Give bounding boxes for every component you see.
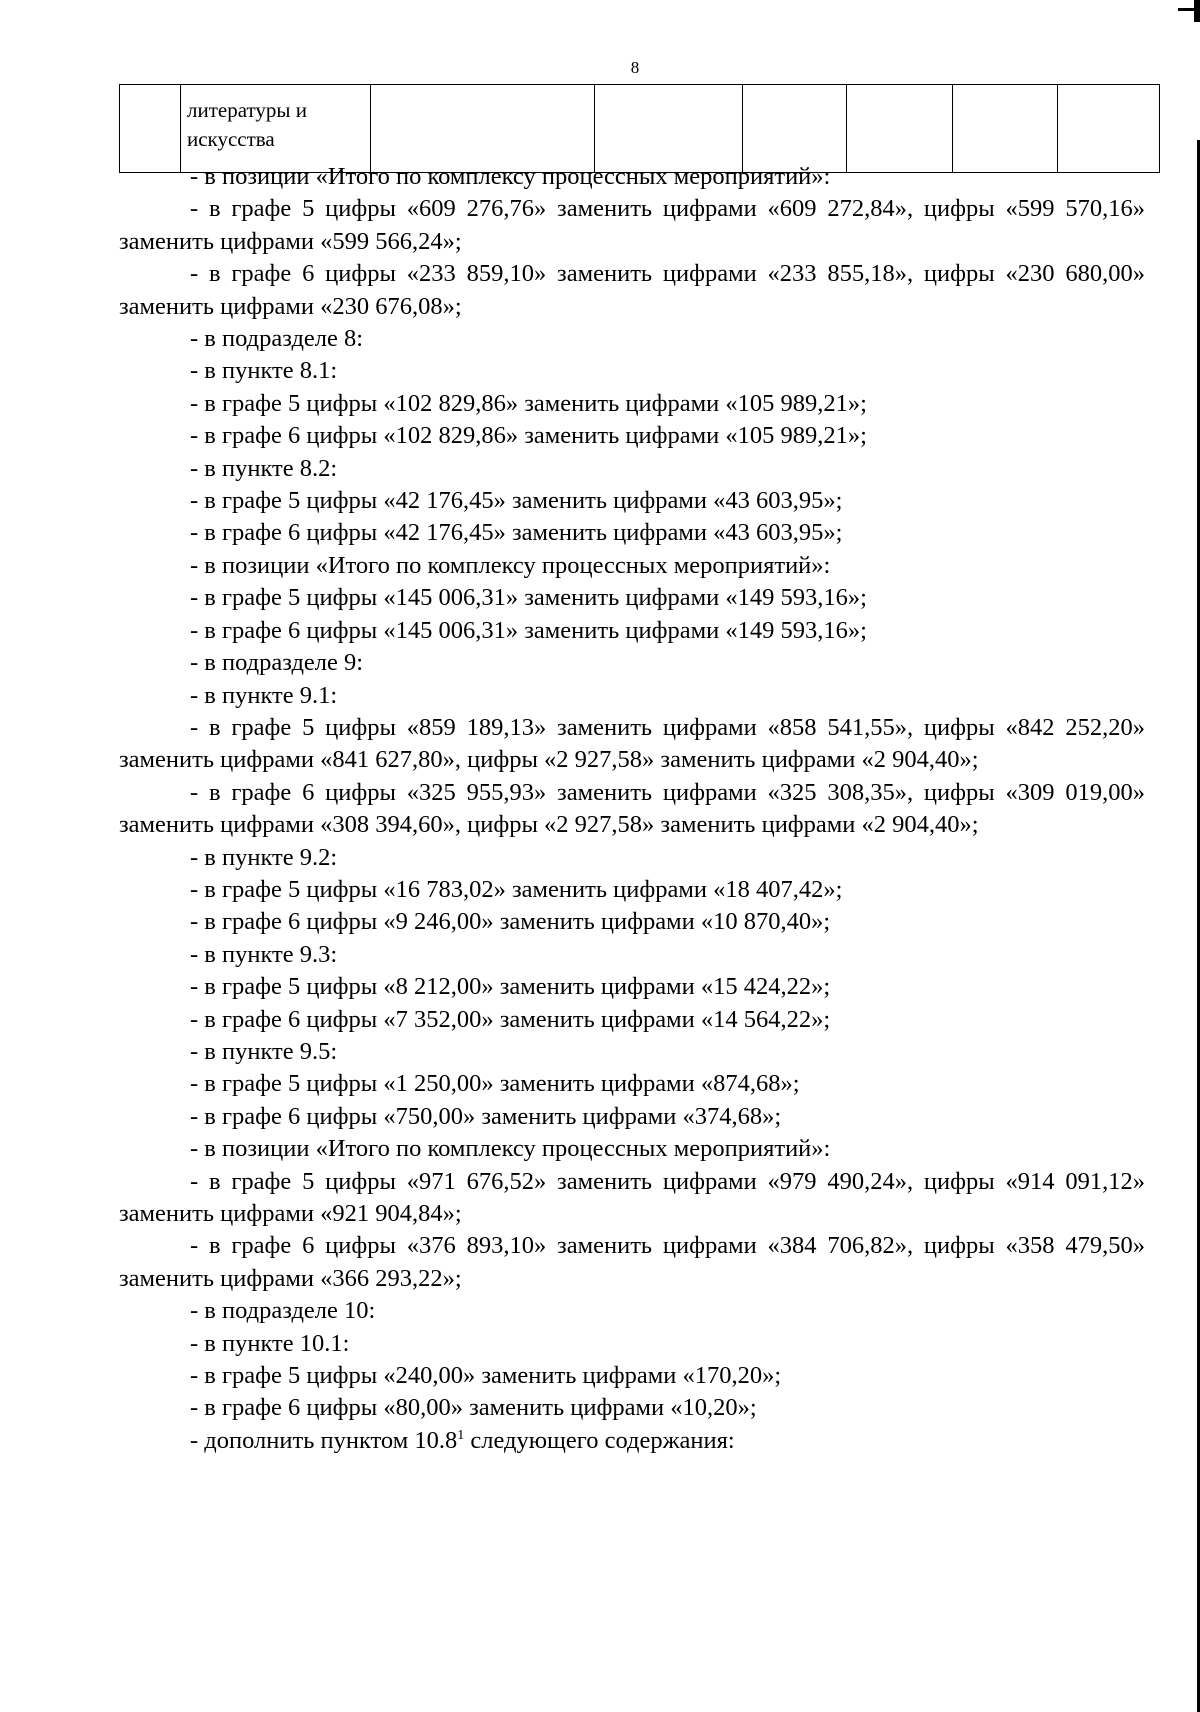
table-cell-name-line: искусства	[187, 127, 275, 151]
amendment-line: - в графе 6 цифры «80,00» заменить цифрами «10,20»;	[190, 1394, 757, 1422]
amendment-line: - в графе 6 цифры «376 893,10» заменить цифрами «384 706,82», цифры «358 479,50» заменить цифрами «366 293,22»;	[119, 1232, 1145, 1292]
amendment-line: - в графе 5 цифры «609 276,76» заменить цифрами «609 272,84», цифры «599 570,16» заменить цифрами «599 566,24»;	[119, 195, 1145, 255]
amendment-line: - в подразделе 10:	[190, 1297, 376, 1325]
table-cell-name-line: литературы и	[187, 98, 307, 122]
table-cell	[595, 85, 743, 173]
table-cell	[847, 85, 953, 173]
amendments-text	[119, 161, 1145, 1457]
amendment-line: - в пункте 10.1:	[190, 1329, 350, 1357]
amendment-line: - в позиции «Итого по комплексу процессных мероприятий»:	[190, 551, 831, 579]
amendment-line: - в графе 6 цифры «9 246,00» заменить цифрами «10 870,40»;	[190, 908, 831, 936]
amendment-line: - в графе 6 цифры «7 352,00» заменить цифрами «14 564,22»;	[190, 1005, 831, 1033]
amendment-line: - в графе 5 цифры «16 783,02» заменить цифрами «18 407,42»;	[190, 875, 843, 903]
table-cell	[371, 85, 595, 173]
amendment-line: - в подразделе 8:	[190, 325, 364, 353]
amendment-line: - в графе 5 цифры «859 189,13» заменить цифрами «858 541,55», цифры «842 252,20» заменить цифрами «841 627,80», цифры «2 927,58» заменить цифрами «2 904,40»;	[119, 713, 1145, 774]
amendment-line: - в графе 6 цифры «145 006,31» заменить цифрами «149 593,16»;	[190, 616, 867, 644]
amendment-line: - в графе 5 цифры «1 250,00» заменить цифрами «874,68»;	[190, 1070, 800, 1098]
amendment-line: - в пункте 9.1:	[190, 681, 338, 709]
amendment-line-last	[119, 1425, 1145, 1457]
continued-table	[119, 84, 1160, 173]
amendment-line: - в пункте 9.2:	[190, 843, 338, 871]
amendment-line: - в пункте 8.1:	[190, 357, 338, 385]
amendment-line: - в позиции «Итого по комплексу процессных мероприятий»:	[190, 163, 831, 190]
amendment-line: - в графе 6 цифры «325 955,93» заменить цифрами «325 308,35», цифры «309 019,00» заменить цифрами «308 394,60», цифры «2 927,58» заменить цифрами «2 904,40»;	[119, 778, 1145, 839]
table-cell-number	[120, 85, 181, 173]
table-cell	[953, 85, 1058, 173]
amendment-line: - в пункте 9.3:	[190, 940, 338, 968]
amendment-line: - в графе 6 цифры «750,00» заменить цифрами «374,68»;	[190, 1102, 782, 1130]
last-line-text: - дополнить пунктом 10.8	[190, 1426, 458, 1454]
superscript-mark: 1	[457, 1427, 465, 1443]
amendment-line: - в графе 5 цифры «240,00» заменить цифрами «170,20»;	[190, 1362, 782, 1390]
amendment-line: - в графе 5 цифры «8 212,00» заменить цифрами «15 424,22»;	[190, 973, 831, 1001]
scan-edge-mark	[1194, 0, 1200, 22]
amendment-line: - в пункте 9.5:	[190, 1037, 338, 1065]
page-number: 8	[630, 58, 640, 77]
amendment-line: - в подразделе 9:	[190, 649, 364, 677]
amendment-line: - в графе 6 цифры «102 829,86» заменить цифрами «105 989,21»;	[190, 422, 867, 450]
table-cell	[743, 85, 847, 173]
amendment-line: - в графе 5 цифры «971 676,52» заменить цифрами «979 490,24», цифры «914 091,12» заменить цифрами «921 904,84»;	[119, 1167, 1145, 1227]
amendment-line: - в графе 5 цифры «145 006,31» заменить цифрами «149 593,16»;	[190, 584, 867, 612]
last-line-text-end: следующего содержания:	[464, 1426, 735, 1454]
amendment-line: - в графе 5 цифры «42 176,45» заменить цифрами «43 603,95»;	[190, 487, 843, 515]
amendment-line: - в позиции «Итого по комплексу процессных мероприятий»:	[190, 1135, 831, 1163]
scan-edge-mark	[1178, 8, 1200, 11]
amendment-line: - в графе 6 цифры «42 176,45» заменить цифрами «43 603,95»;	[190, 519, 843, 547]
amendment-line: - в графе 5 цифры «102 829,86» заменить цифрами «105 989,21»;	[190, 389, 867, 417]
table-cell	[1058, 85, 1160, 173]
amendment-line: - в графе 6 цифры «233 859,10» заменить цифрами «233 855,18», цифры «230 680,00» заменить цифрами «230 676,08»;	[119, 260, 1145, 320]
table-cell-name	[181, 85, 371, 173]
table-row	[120, 85, 1160, 173]
amendment-line: - в пункте 8.2:	[190, 454, 338, 482]
